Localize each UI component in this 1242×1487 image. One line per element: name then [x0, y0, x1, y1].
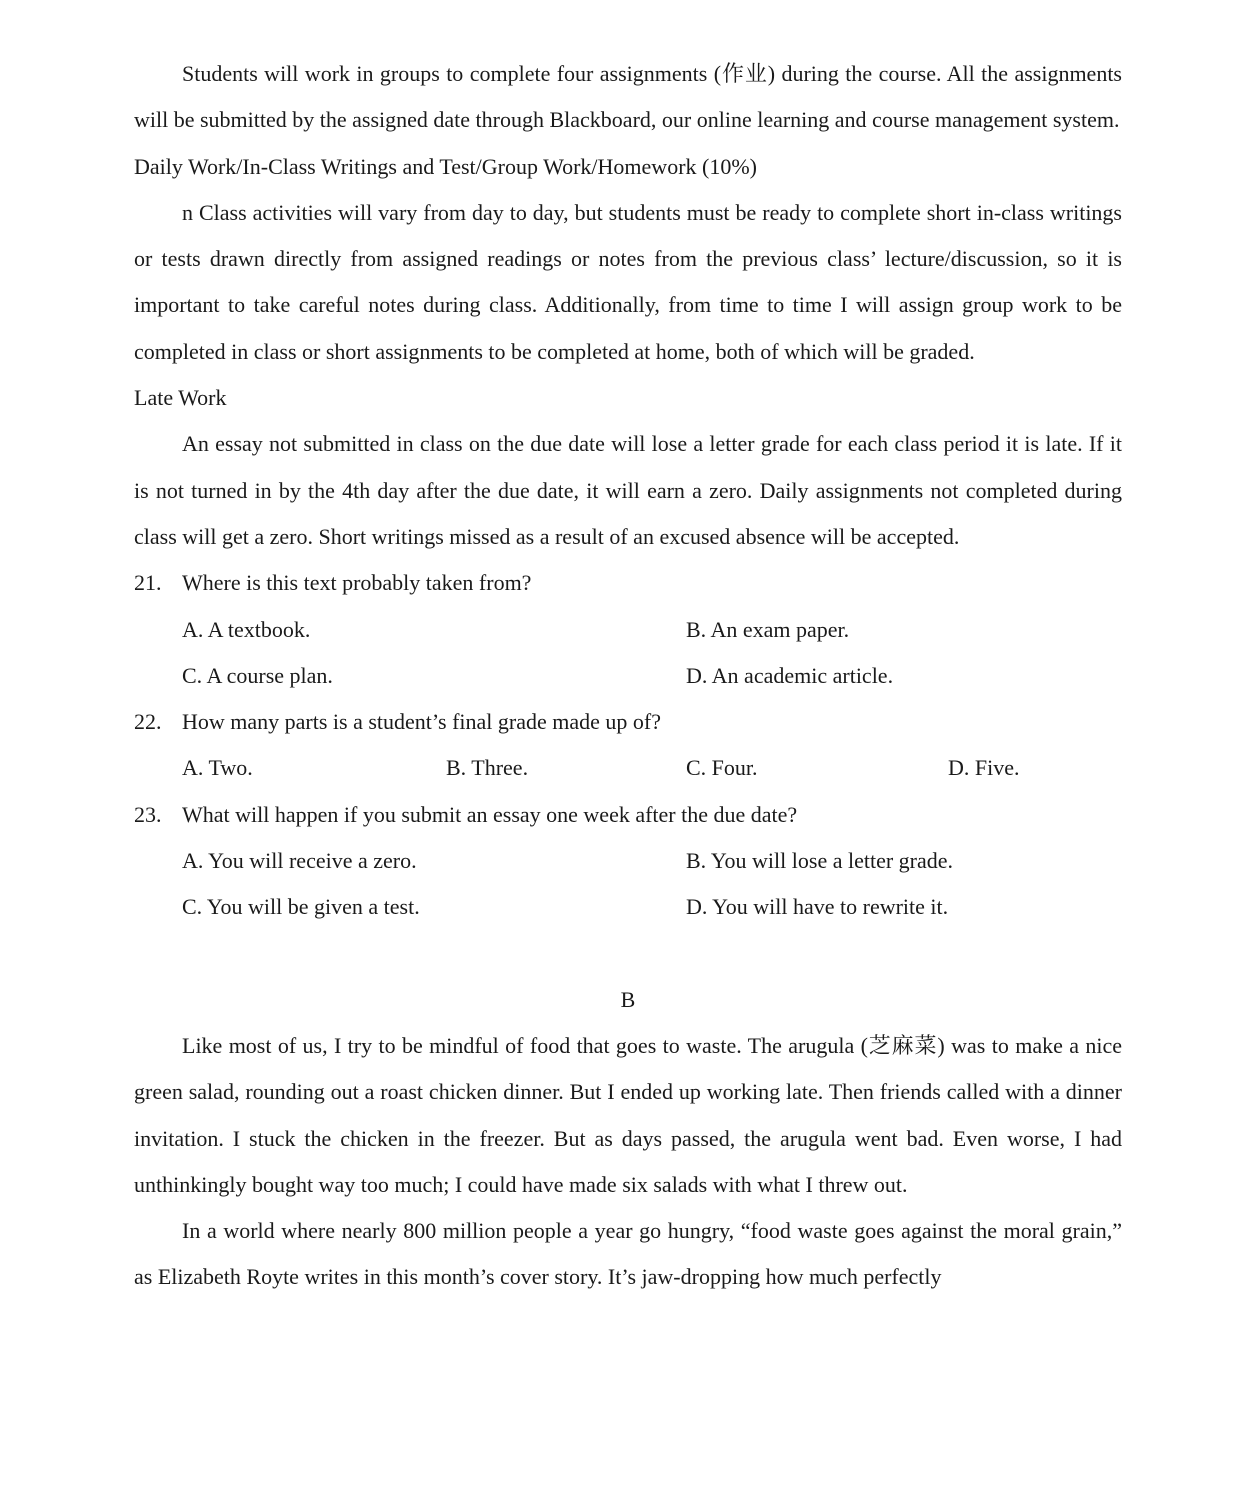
paragraph-assignments: Students will work in groups to complete four assignments (作业) during the course. All the assignments will be submitted by the assigned date through Blackboard, our online learning and course management system.	[134, 61, 1122, 133]
option-c: C. A course plan.	[182, 662, 333, 688]
question-text: How many parts is a student’s final grade made up of?	[182, 709, 661, 735]
question-22	[134, 699, 1122, 745]
heading-daily-work: Daily Work/In-Class Writings and Test/Group Work/Homework (10%)	[134, 153, 757, 179]
option-d: D. You will have to rewrite it.	[686, 894, 949, 920]
question-23	[134, 792, 1122, 838]
question-number: 21.	[134, 570, 162, 596]
option-c: C. Four.	[686, 755, 758, 781]
question-text: Where is this text probably taken from?	[182, 570, 532, 596]
option-b: B. Three.	[446, 755, 529, 781]
question-text: What will happen if you submit an essay one week after the due date?	[182, 801, 798, 827]
paragraph-arugula: Like most of us, I try to be mindful of food that goes to waste. The arugula (芝麻菜) was to make a nice green salad, rounding out a roast chicken dinner. But I ended up working late. Then friends called with a dinner invitation. I stuck the chicken in the freezer. But as days passed, the arugula went bad. Even worse, I had unthinkingly bought way too much; I could have made six salads with what I threw out.	[134, 1032, 1122, 1197]
option-a: A. Two.	[182, 755, 253, 781]
heading-late-work: Late Work	[134, 385, 227, 411]
option-b: B. You will lose a letter grade.	[686, 848, 954, 874]
question-number: 23.	[134, 801, 162, 827]
document-page	[134, 51, 1122, 1301]
section-spacer	[134, 931, 1122, 977]
question-23-options	[134, 838, 1122, 931]
question-number: 22.	[134, 709, 162, 735]
option-c: C. You will be given a test.	[182, 894, 420, 920]
option-d: D. An academic article.	[686, 662, 894, 688]
question-21-options	[134, 607, 1122, 700]
section-heading-b: B	[620, 986, 636, 1012]
paragraph-late-work: An essay not submitted in class on the due date will lose a letter grade for each class period it is late. If it is not turned in by the 4th day after the due date, it will earn a zero. Daily assignments not completed during class will get a zero. Short writings missed as a result of an excused absence will be accepted.	[134, 431, 1122, 549]
paragraph-food-waste: In a world where nearly 800 million people a year go hungry, “food waste goes against the moral grain,” as Elizabeth Royte writes in this month’s cover story. It’s jaw-dropping how much perfectly	[134, 1218, 1122, 1290]
option-a: A. A textbook.	[182, 616, 311, 642]
question-22-options	[134, 745, 1122, 791]
paragraph-daily-work: n Class activities will vary from day to day, but students must be ready to complete short in-class writings or tests drawn directly from assigned readings or notes from the previous class’ lecture/discussion, so it is important to take careful notes during class. Additionally, from time to time I will assign group work to be completed in class or short assignments to be completed at home, both of which will be graded.	[134, 199, 1122, 364]
option-b: B. An exam paper.	[686, 616, 850, 642]
option-d: D. Five.	[948, 755, 1020, 781]
question-21	[134, 560, 1122, 606]
option-a: A. You will receive a zero.	[182, 848, 417, 874]
